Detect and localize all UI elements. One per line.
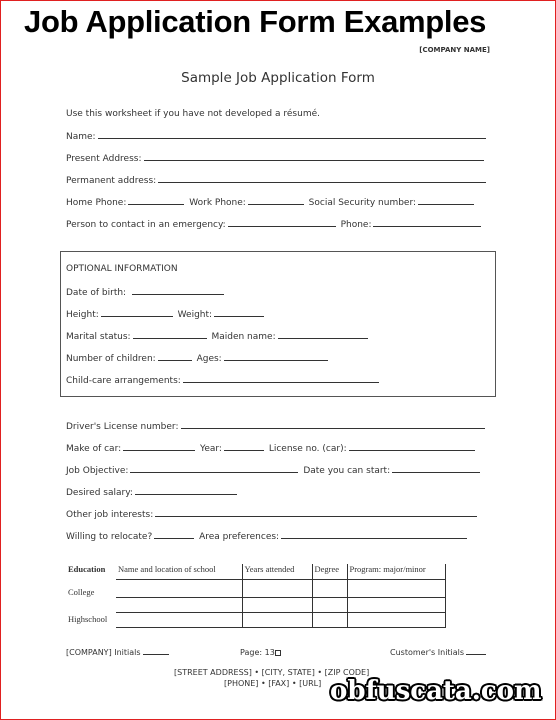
work-phone-field[interactable] bbox=[248, 196, 304, 205]
watermark: obfuscata.com bbox=[330, 676, 542, 706]
license-row bbox=[66, 420, 487, 432]
children-field[interactable] bbox=[158, 352, 192, 361]
work-phone-label: Work Phone: bbox=[189, 198, 246, 208]
dob-label: Date of birth: bbox=[66, 288, 127, 298]
company-initials-label: [COMPANY] Initials bbox=[66, 648, 141, 657]
car-license-label: License no. (car): bbox=[268, 444, 347, 454]
dob-row bbox=[66, 286, 226, 298]
col-program: Program: major/minor bbox=[347, 564, 445, 579]
highschool-label: Highschool bbox=[68, 614, 108, 624]
page-number-label: Page: 13 bbox=[240, 648, 275, 657]
college-degree-cell[interactable] bbox=[312, 579, 347, 597]
education-table bbox=[66, 564, 446, 628]
name-label: Name: bbox=[66, 132, 96, 142]
present-address-field[interactable] bbox=[144, 152, 484, 161]
marital-field[interactable] bbox=[133, 330, 207, 339]
salary-field[interactable] bbox=[135, 486, 237, 495]
marital-row bbox=[66, 330, 370, 342]
area-label: Area preferences: bbox=[199, 532, 280, 542]
children-label: Number of children: bbox=[66, 354, 156, 364]
make-field[interactable] bbox=[123, 442, 195, 451]
maiden-label: Maiden name: bbox=[211, 332, 276, 342]
car-license-field[interactable] bbox=[349, 442, 475, 451]
col-school: Name and location of school bbox=[116, 564, 242, 579]
emergency-phone-label: Phone: bbox=[340, 220, 372, 230]
intro-text: Use this worksheet if you have not developed a résumé. bbox=[66, 109, 320, 119]
spacer-cell bbox=[66, 597, 116, 612]
college-label: College bbox=[68, 587, 95, 597]
college-years-cell[interactable] bbox=[242, 579, 312, 597]
optional-heading: OPTIONAL INFORMATION bbox=[66, 264, 178, 274]
college-school-cell[interactable] bbox=[116, 579, 242, 597]
company-name-tag: [COMPANY NAME] bbox=[419, 46, 490, 54]
relocate-field[interactable] bbox=[154, 530, 194, 539]
highschool-school-cell[interactable] bbox=[116, 612, 242, 627]
interests-label: Other job interests: bbox=[66, 510, 154, 520]
children-row bbox=[66, 352, 330, 364]
childcare-label: Child-care arrangements: bbox=[66, 376, 181, 386]
height-field[interactable] bbox=[101, 308, 173, 317]
year-label: Year: bbox=[200, 444, 222, 454]
ages-label: Ages: bbox=[196, 354, 222, 364]
make-label: Make of car: bbox=[66, 444, 122, 454]
footer-contact: [PHONE] • [FAX] • [URL] bbox=[224, 679, 322, 688]
interests-row bbox=[66, 508, 479, 520]
year-field[interactable] bbox=[224, 442, 264, 451]
company-initials-row bbox=[66, 648, 171, 657]
permanent-address-field[interactable] bbox=[158, 174, 486, 183]
start-date-label: Date you can start: bbox=[303, 466, 391, 476]
highschool-years-cell[interactable] bbox=[242, 612, 312, 627]
page-title: Job Application Form Examples bbox=[24, 4, 487, 39]
childcare-row bbox=[66, 374, 381, 386]
salary-row bbox=[66, 486, 239, 498]
present-address-row bbox=[66, 152, 486, 164]
highschool-program-cell[interactable] bbox=[347, 612, 445, 627]
checkbox-icon bbox=[275, 650, 281, 656]
customer-initials-label: Customer's Initials bbox=[390, 648, 465, 657]
salary-label: Desired salary: bbox=[66, 488, 133, 498]
col-degree: Degree bbox=[312, 564, 347, 579]
relocate-row bbox=[66, 530, 469, 542]
weight-field[interactable] bbox=[214, 308, 264, 317]
college-program-cell-2[interactable] bbox=[347, 597, 445, 612]
college-degree-cell-2[interactable] bbox=[312, 597, 347, 612]
objective-field[interactable] bbox=[130, 464, 298, 473]
emergency-row bbox=[66, 218, 483, 230]
car-row bbox=[66, 442, 477, 454]
ages-field[interactable] bbox=[224, 352, 328, 361]
marital-label: Marital status: bbox=[66, 332, 131, 342]
customer-initials-row bbox=[390, 648, 488, 657]
license-label: Driver's License number: bbox=[66, 422, 179, 432]
area-field[interactable] bbox=[281, 530, 467, 539]
license-field[interactable] bbox=[181, 420, 485, 429]
footer-address: [STREET ADDRESS] • [CITY, STATE] • [ZIP CODE] bbox=[174, 668, 370, 677]
ssn-field[interactable] bbox=[418, 196, 474, 205]
childcare-field[interactable] bbox=[183, 374, 379, 383]
college-school-cell-2[interactable] bbox=[116, 597, 242, 612]
name-row bbox=[66, 130, 488, 142]
interests-field[interactable] bbox=[155, 508, 477, 517]
col-years: Years attended bbox=[242, 564, 312, 579]
weight-label: Weight: bbox=[177, 310, 213, 320]
height-label: Height: bbox=[66, 310, 99, 320]
company-initials-field[interactable] bbox=[143, 648, 169, 655]
objective-label: Job Objective: bbox=[66, 466, 129, 476]
maiden-field[interactable] bbox=[278, 330, 368, 339]
dob-field[interactable] bbox=[132, 286, 224, 295]
college-program-cell[interactable] bbox=[347, 579, 445, 597]
page-number bbox=[240, 648, 281, 657]
objective-row bbox=[66, 464, 482, 476]
present-address-label: Present Address: bbox=[66, 154, 142, 164]
emergency-contact-label: Person to contact in an emergency: bbox=[66, 220, 226, 230]
customer-initials-field[interactable] bbox=[466, 648, 486, 655]
relocate-label: Willing to relocate? bbox=[66, 532, 153, 542]
education-heading: Education bbox=[68, 564, 106, 574]
home-phone-label: Home Phone: bbox=[66, 198, 127, 208]
ssn-label: Social Security number: bbox=[308, 198, 417, 208]
emergency-phone-field[interactable] bbox=[373, 218, 481, 227]
college-years-cell-2[interactable] bbox=[242, 597, 312, 612]
emergency-contact-field[interactable] bbox=[228, 218, 336, 227]
form-title: Sample Job Application Form bbox=[181, 70, 375, 86]
height-weight-row bbox=[66, 308, 266, 320]
home-phone-field[interactable] bbox=[128, 196, 184, 205]
phone-row bbox=[66, 196, 476, 208]
highschool-degree-cell[interactable] bbox=[312, 612, 347, 627]
start-date-field[interactable] bbox=[392, 464, 480, 473]
permanent-address-row bbox=[66, 174, 488, 186]
name-field[interactable] bbox=[98, 130, 486, 139]
permanent-address-label: Permanent address: bbox=[66, 176, 157, 186]
